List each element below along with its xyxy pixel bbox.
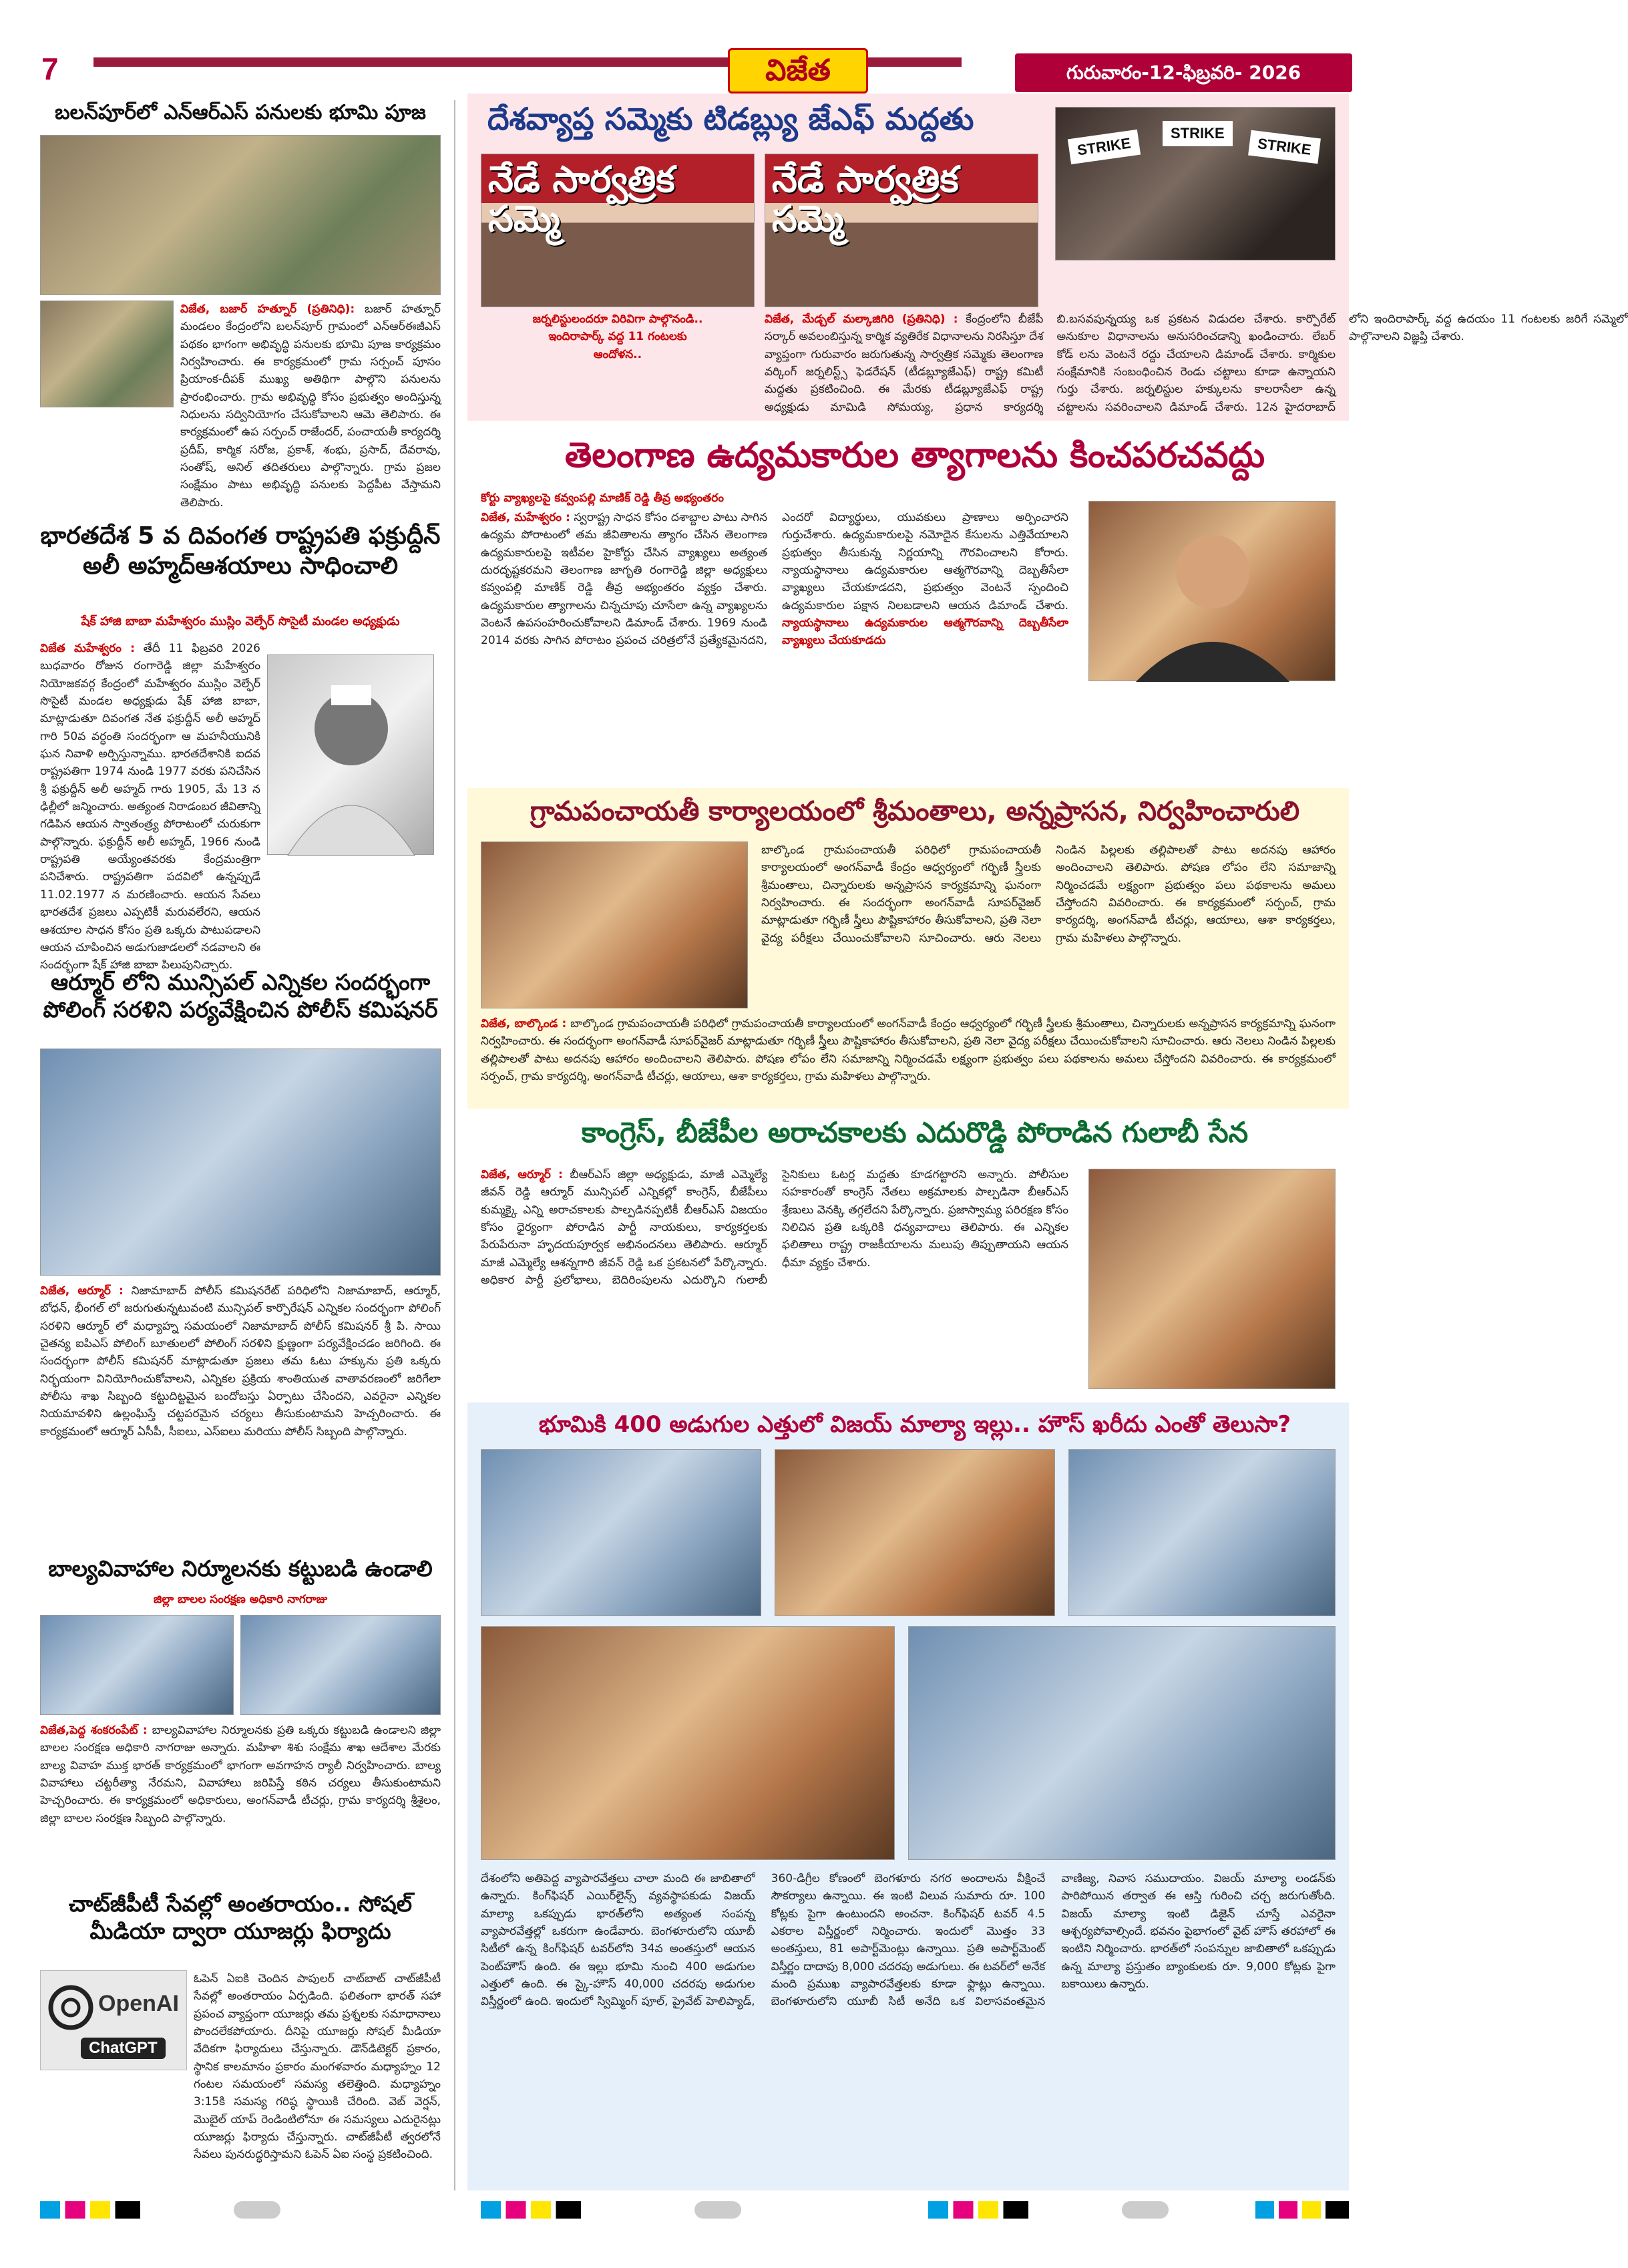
s1-byline: విజేత, బజార్ హత్నూర్ (ప్రతినిధి): (180, 303, 355, 316)
caption-3: ఆందోళన.. (593, 347, 642, 361)
mallya-photo-4 (481, 1626, 895, 1860)
cong-body (481, 1166, 1068, 1390)
registration-pill-2 (694, 2201, 741, 2219)
tel-sub2: న్యాయస్థానాలు ఉద్యమకారుల ఆత్మగౌరవాన్ని దెబ్బతీసేలా వ్యాఖ్యలు చేయకూడదు (782, 616, 1068, 648)
date-banner: గురువారం-12-ఫిబ్రవరి- 2026 (1015, 53, 1352, 92)
s1-photo-small (40, 301, 174, 407)
top-story (467, 93, 1628, 421)
top-body (765, 311, 1628, 417)
tel-body (481, 509, 1068, 776)
registration-bar-3 (928, 2201, 1028, 2219)
mallya-photo-5 (908, 1626, 1336, 1860)
top-byline: విజేత, మేడ్చల్ మల్కాజిగిరి (ప్రతినిధి) : (765, 313, 958, 326)
s5-headline: చాట్‌జీపీటీ సేవల్లో అంతరాయం.. సోషల్ మీడియా ద్వారా యూజర్లు ఫిర్యాదు (68, 1891, 413, 1945)
article-mallya (467, 1402, 1349, 2191)
s1-body-text: బజార్ హత్నూర్ మండలం కేంద్రంలోని బలన్‌పూర్ గ్రామంలో ఎన్ఆర్ఈజీఎస్ పథకం భాగంగా అభివృద్ధి పనులకు భూమి పూజ కార్యక్రమం నిర్వహించారు. ఈ కార్యక్రమంలో గ్రామ సర్పంచ్ పూసం ప్రియాంక-దీపక్ ముఖ్య అతిథిగా పాల్గొని పనులను ప్రారంభించారు. గ్రామ అభివృద్ధి కోసం ప్రభుత్వం అందిస్తున్న నిధులను సద్వినియోగం చేసుకోవాలని ఆమె తెలిపారు. ఈ కార్యక్రమంలో ఉప సర్పంచ్ రాజేందర్, పంచాయతీ కార్యదర్శి ప్రదీప్, కార్మిక సరోజ, ప్రకాశ్, శంభు, ప్రసాద్, దేవరావు, సంతోష్, అనిల్ తదితరులు పాల్గొన్నారు. గ్రామ ప్రజల సంక్షేమం పాటు అభివృద్ధి పనులకు పెద్దపీట వేస్తామని తెలిపారు. (180, 303, 441, 510)
strike-poster-2 (765, 154, 1038, 307)
tel-byline: విజేత, మహేశ్వరం : (481, 511, 570, 524)
article-congress (467, 1115, 1349, 1396)
s3-body (40, 1282, 441, 1549)
left-column (40, 100, 441, 2191)
openai-icon (47, 1984, 94, 2031)
mallya-photo-1 (481, 1449, 761, 1616)
tel-portrait (1088, 501, 1336, 681)
s3-body-text: నిజామాబాద్ పోలీస్ కమిషనరేట్ పరిధిలోని నిజామాబాద్, ఆర్మూర్, బోధన్, భీంగల్ లో జరుగుతున్నటువంటి మున్సిపల్ కార్పొరేషన్ ఎన్నికల సందర్భంగా పోలింగ్ సరళిని ఆర్మూర్ లో మధ్యాహ్న సమయంలో నిజామాబాద్ పోలీస్ కమిషనర్ శ్రీ పి. సాయి చైతన్య ఐపిఎస్ పోలింగ్ బూతులలో పోలింగ్ సరళిని క్షుణ్ణంగా పర్యవేక్షించడం జరిగింది. ఈ సందర్భంగా పోలీస్ కమిషనర్ మాట్లాడుతూ ప్రజలు తమ ఓటు హక్కును ప్రతి ఒక్కరు నిర్భయంగా వినియోగించుకోవాలని, ఎన్నికల ప్రక్రియ శాంతియుత వాతావరణంలో జరిగేలా పోలీసు శాఖ సిబ్బంది కట్టుదిట్టమైన బందోబస్తు ఏర్పాటు చేసిందని, ఎవరైనా ఎన్నికల నియమావళిని ఉల్లంఘిస్తే చట్టపరమైన చర్యలు తీసుకుంటామని హెచ్చరించారు. ఈ కార్యక్రమంలో ఆర్మూర్ ఏసీపీ, సీఐలు, ఎస్ఐలు మరియు పోలీస్ సిబ్బంది పాల్గొన్నారు. (40, 1284, 441, 1439)
openai-logo (40, 1970, 187, 2070)
mallya-photo-2 (775, 1449, 1055, 1616)
registration-pill-3 (1122, 2201, 1169, 2219)
s2-portrait (267, 654, 434, 855)
cong-photo (1088, 1169, 1336, 1389)
caption-1: జర్నలిస్టులందరూ విరివిగా పాల్గొనండి.. (532, 313, 703, 326)
s5-body-text: ఓపెన్ ఏఐకి చెందిన పాపులర్ చాట్‌బాట్ చాట్‌జీపీటీ సేవల్లో అంతరాయం ఏర్పడింది. ఫలితంగా భారత్ సహా ప్రపంచ వ్యాప్తంగా యూజర్లు తమ ప్రశ్నలకు సమాధానాలు పొందలేకపోయారు. దీనిపై యూజర్లు సోషల్ మీడియా వేదికగా ఫిర్యాదులు చేస్తున్నారు. డౌన్‌డిటెక్టర్ ప్రకారం, స్థానిక కాలమానం ప్రకారం మంగళవారం మధ్యాహ్నం 12 గంటల సమయంలో సమస్య తలెత్తింది. మధ్యాహ్నం 3:15కి సమస్య గరిష్ఠ స్థాయికి చేరింది. వెబ్ వెర్షన్, మొబైల్ యాప్ రెండింటిలోనూ ఈ సమస్యలు ఎదురైనట్లు యూజర్లు ఫిర్యాదు చేస్తున్నారు. చాట్‌జీపీటీ త్వరలోనే సేవలు పునరుద్ధరిస్తామని ఓపెన్ ఏఐ సంస్థ ప్రకటించింది. (194, 1972, 441, 2162)
top-headline: దేశవ్యాప్త సమ్మెకు టిడబ్ల్యు జేఎఫ్ మద్దతు (487, 101, 974, 137)
s3-photo (40, 1049, 441, 1276)
portrait-silhouette (268, 655, 435, 856)
portrait-silhouette-2 (1089, 502, 1336, 682)
s3-byline: విజేత, ఆర్మూర్ : (40, 1284, 124, 1298)
s4-headline: బాల్యవివాహాల నిర్మూలనకు కట్టుబడి ఉండాలి (48, 1555, 433, 1581)
gram-byline: విజేత, బాల్కొండ : (481, 1017, 567, 1030)
mallya-photo-3 (1068, 1449, 1336, 1616)
newspaper-logo: విజేత (728, 48, 868, 93)
s4-photo-2 (240, 1615, 441, 1715)
tel-headline: తెలంగాణ ఉద్యమకారుల త్యాగాలను కించపరచవద్దు (564, 435, 1265, 476)
s1-headline: బలన్‌పూర్‌లో ఎన్‌ఆర్‌ఎస్ పనులకు భూమి పూజ (55, 101, 426, 124)
s4-body (40, 1722, 441, 1882)
caption-2: ఇందిరాపార్క్ వద్ద 11 గంటలకు (548, 330, 687, 344)
registration-pill-1 (234, 2201, 280, 2219)
strike-captions (481, 311, 755, 363)
openai-wordmark: OpenAI (98, 1991, 179, 2016)
gram-body (481, 1015, 1336, 1105)
mallya-headline: భూమికి 400 అడుగుల ఎత్తులో విజయ్ మాల్యా ఇల్లు.. హౌస్ ఖరీదు ఎంతో తెలుసా? (538, 1411, 1291, 1438)
strike-poster-2-text: నేడే సార్వత్రిక సమ్మె (772, 158, 959, 240)
cong-body-text: బీఆర్ఎస్ జిల్లా అధ్యక్షుడు, మాజీ ఎమ్మెల్యే జీవన్ రెడ్డి ఆర్మూర్ మున్సిపల్ ఎన్నికల్లో కాంగ్రెస్, బీజేపీలు కుమ్మక్కై ఎన్ని అరాచకాలకు పాల్పడినప్పటికీ బీఆర్ఎస్ విజయం కోసం ధైర్యంగా పోరాడిన పార్టీ నాయకులు, కార్యకర్తలకు పేరుపేరునా హృదయపూర్వక అభినందనలు తెలిపారు. ఆర్మూర్ మాజీ ఎమ్మెల్యే ఆశన్నగారి జీవన్ రెడ్డి ఒక ప్రకటనలో పేర్కొన్నారు. అధికార పార్టీ ప్రలోభాలు, బెదిరింపులను ఎదుర్కొని గులాబీ సైనికులు ఓటర్ల మద్దతు కూడగట్టారని అన్నారు. పోలీసుల సహకారంతో కాంగ్రెస్ నేతలు అక్రమాలకు పాల్పడినా బీఆర్ఎస్ శ్రేణులు వెనక్కి తగ్గలేదని పేర్కొన్నారు. ప్రజాస్వామ్య పరిరక్షణ కోసం నిలిచిన ప్రతి ఒక్కరికి ధన్యవాదాలు తెలిపారు. ఈ ఎన్నికల ఫలితాలు రాష్ట్ర రాజకీయాలను మలుపు తిప్పుతాయని ఆయన ధీమా వ్యక్తం చేశారు. (481, 1168, 1068, 1288)
s2-sub: షేక్ హాజి బాబా మహేశ్వరం ముస్లిం వెల్ఫేర్ సొసైటీ మండల అధ్యక్షుడు (81, 614, 400, 628)
s1-photo (40, 135, 441, 295)
gram-photo (481, 841, 748, 1008)
article-grama (467, 788, 1349, 1109)
strike-poster-1-text: నేడే సార్వత్రిక సమ్మె (488, 158, 675, 240)
gram-headline: గ్రామపంచాయతీ కార్యాలయంలో శ్రీమంతాలు, అన్నప్రాసన, నిర్వహించారులి (530, 796, 1300, 827)
strike-photo (1055, 107, 1336, 260)
strike-sign-3: STRIKE (1248, 130, 1321, 164)
s4-sub: జిల్లా బాలల సంరక్షణ అధికారి నాగరాజు (153, 1593, 328, 1606)
s4-body-text: బాల్యవివాహాల నిర్మూలనకు ప్రతి ఒక్కరు కట్టుబడి ఉండాలని జిల్లా బాలల సంరక్షణ అధికారి నాగరాజు అన్నారు. మహిళా శిశు సంక్షేమ శాఖ ఆదేశాల మేరకు బాల్య వివాహ ముక్త భారత్ కార్యక్రమంలో భాగంగా అవగాహన ర్యాలీ నిర్వహించారు. బాల్య వివాహాలు చట్టరీత్యా నేరమని, వివాహాలు జరిపిస్తే కఠిన చర్యలు తీసుకుంటామని హెచ్చరించారు. ఈ కార్యక్రమంలో అధికారులు, అంగన్‌వాడీ టీచర్లు, గ్రామ కార్యదర్శి శ్రీశైలం, జిల్లా బాలల సంరక్షణ సిబ్బంది పాల్గొన్నారు. (40, 1724, 441, 1825)
strike-poster-1 (481, 154, 755, 307)
top-body-text: కేంద్రంలోని బీజేపీ సర్కార్ అవలంబిస్తున్న కార్మిక వ్యతిరేక విధానాలను నిరసిస్తూ దేశ వ్యాప్తంగా గురువారం జరుగుతున్న సార్వత్రిక సమ్మెకు తెలంగాణ వర్కింగ్ జర్నలిస్ట్స్ ఫెడరేషన్ (టీడబ్ల్యూజేఎఫ్) రాష్ట్ర కమిటీ మద్దతు ప్రకటించింది. ఈ మేరకు టీడబ్ల్యూజేఎఫ్ రాష్ట్ర అధ్యక్షుడు మామిడి సోమయ్య, ప్రధాన కార్యదర్శి బి.బసవపున్నయ్య ఒక ప్రకటన విడుదల చేశారు. కార్పొరేట్ అనుకూల విధానాలను అనుసరించడాన్ని ఖండించారు. లేబర్ కోడ్ లను వెంటనే రద్దు చేయాలని డిమాండ్ చేశారు. కార్మికుల సంక్షేమానికి సంబంధించిన రెండు చట్టాలు కూడా ఉన్నాయని గుర్తు చేశారు. జర్నలిస్టుల హక్కులను కాలరాసేలా ఉన్న చట్టాలను సవరించాలని డిమాండ్ చేశారు. 12న హైదరాబాద్ లోని ఇందిరాపార్క్ వద్ద ఉదయం 11 గంటలకు జరిగే సమ్మెలో పాల్గొనాలని విజ్ఞప్తి చేశారు. (765, 313, 1628, 414)
article-telangana (467, 434, 1349, 781)
s3-headline: ఆర్మూర్ లోని మున్సిపల్ ఎన్నికల సందర్భంగా పోలింగ్ సరళిని పర్యవేక్షించిన పోలీస్ కమిషనర్ (43, 969, 438, 1023)
tel-sub: కోర్టు వ్యాఖ్యలపై కవ్వంపల్లి మాణిక్ రెడ్డి తీవ్ర అభ్యంతరం (481, 492, 724, 505)
registration-bar-1 (40, 2201, 140, 2219)
tel-body-text: స్వరాష్ట్ర సాధన కోసం దశాబ్దాల పాటు సాగిన ఉద్యమ పోరాటంలో తమ జీవితాలను త్యాగం చేసిన తెలంగాణ ఉద్యమకారులపై ఇటీవల హైకోర్టు చేసిన వ్యాఖ్యలు అత్యంత దురదృష్టకరమని తెలంగాణ జాగృతి రంగారెడ్డి జిల్లా అధ్యక్షులు కవ్వంపల్లి మాణిక్ రెడ్డి తీవ్ర అభ్యంతరం వ్యక్తం చేశారు. ఉద్యమకారుల త్యాగాలను చిన్నచూపు చూసేలా ఉన్న వ్యాఖ్యలను వెంటనే ఉపసంహరించుకోవాలని డిమాండ్ చేశారు. 1969 నుండి 2014 వరకు సాగిన పోరాటం ప్రపంచ చరిత్రలోనే ప్రత్యేకమైనదని, ఎందరో విద్యార్థులు, యువకులు ప్రాణాలు అర్పించారని గుర్తుచేశారు. ఉద్యమకారులపై నమోదైన కేసులను ఎత్తివేయాలని ప్రభుత్వం తీసుకున్న నిర్ణయాన్ని గౌరవించాలని కోరారు. న్యాయస్థానాలు ఉద్యమకారుల ఆత్మగౌరవాన్ని దెబ్బతీసేలా వ్యాఖ్యలు చేయకూడదని, ప్రభుత్వం వెంటనే స్పందించి ఉద్యమకారుల పక్షాన నిలబడాలని ఆయన డిమాండ్ చేశారు. (481, 511, 1068, 648)
registration-bar-2 (481, 2201, 581, 2219)
gram-body-text-2: బాల్కొండ గ్రామపంచాయతీ పరిధిలో గ్రామపంచాయతీ కార్యాలయంలో అంగన్‌వాడీ కేంద్రం ఆధ్వర్యంలో గర్భిణీ స్త్రీలకు శ్రీమంతాలు, చిన్నారులకు అన్నప్రాసన కార్యక్రమాన్ని ఘనంగా నిర్వహించారు. ఈ సందర్భంగా అంగన్‌వాడీ సూపర్‌వైజర్ మాట్లాడుతూ గర్భిణీ స్త్రీలు పౌష్టికాహారం తీసుకోవాలని, ప్రతి నెలా వైద్య పరీక్షలు చేయించుకోవాలని సూచించారు. ఆరు నెలలు నిండిన పిల్లలకు తల్లిపాలతో పాటు అదనపు ఆహారం అందించాలని తెలిపారు. పోషణ లోపం లేని సమాజాన్ని నిర్మించడమే లక్ష్యంగా ప్రభుత్వం పలు పథకాలను అమలు చేస్తోందని వివరించారు. ఈ కార్యక్రమంలో సర్పంచ్, గ్రామ కార్యదర్శి, అంగన్‌వాడీ టీచర్లు, ఆయాలు, ఆశా కార్యకర్తలు, గ్రామ మహిళలు పాల్గొన్నారు. (761, 843, 1336, 945)
gram-body-cols (761, 841, 1336, 1008)
chatgpt-badge: ChatGPT (81, 2038, 166, 2059)
gram-body-text: బాల్కొండ గ్రామపంచాయతీ పరిధిలో గ్రామపంచాయతీ కార్యాలయంలో అంగన్‌వాడీ కేంద్రం ఆధ్వర్యంలో గర్భిణీ స్త్రీలకు శ్రీమంతాలు, చిన్నారులకు అన్నప్రాసన కార్యక్రమాన్ని ఘనంగా నిర్వహించారు. ఈ సందర్భంగా అంగన్‌వాడీ సూపర్‌వైజర్ మాట్లాడుతూ గర్భిణీ స్త్రీలు పౌష్టికాహారం తీసుకోవాలని, ప్రతి నెలా వైద్య పరీక్షలు చేయించుకోవాలని సూచించారు. ఆరు నెలలు నిండిన పిల్లలకు తల్లిపాలతో పాటు అదనపు ఆహారం అందించాలని తెలిపారు. పోషణ లోపం లేని సమాజాన్ని నిర్మించడమే లక్ష్యంగా ప్రభుత్వం పలు పథకాలను అమలు చేస్తోందని వివరించారు. ఈ కార్యక్రమంలో సర్పంచ్, గ్రామ కార్యదర్శి, అంగన్‌వాడీ టీచర్లు, ఆయాలు, ఆశా కార్యకర్తలు, గ్రామ మహిళలు పాల్గొన్నారు. (481, 1017, 1336, 1084)
s2-body-text: తేదీ 11 ఫిబ్రవరి 2026 బుధవారం రోజున రంగారెడ్డి జిల్లా మహేశ్వరం నియోజకవర్గ కేంద్రంలో మహేశ్వరం ముస్లిం వెల్ఫేర్ సొసైటీ మండల అధ్యక్షుడు షేక్ హాజి బాబా, మాట్లాడుతూ దివంగత నేత ఫక్రుద్దీన్ అలీ అహ్మద్ గారి 50వ వర్ధంతి సందర్భంగా ఆ మహనీయునికి ఘన నివాళి అర్పిస్తున్నాము. భారతదేశానికి ఐదవ రాష్ట్రపతిగా 1974 నుండి 1977 వరకు పనిచేసిన శ్రీ ఫక్రుద్దీన్ అలీ అహ్మద్ గారు 1905, మే 13 న ఢిల్లీలో జన్మించారు. అత్యంత నిరాడంబర జీవితాన్ని గడిపిన ఆయన స్వాతంత్ర్య పోరాటంలో చురుకుగా పాల్గొన్నారు. ఫక్రుద్దీన్ అలీ అహ్మద్, 1966 నుండి రాష్ట్రపతి అయ్యేంతవరకు కేంద్రమంత్రిగా పనిచేశారు. రాష్ట్రపతిగా పదవిలో ఉన్నప్పుడే 11.02.1977 న మరణించారు. ఆయన సేవలు భారతదేశ ప్రజలు ఎప్పటికీ మరువలేరని, ఆయన ఆశయాల సాధన కోసం ప్రతి ఒక్కరు పాటుపడాలని ఆయన చూపించిన అడుగుజాడలలో నడవాలని ఈ సందర్భంగా షేక్ హాజి బాబా పిలుపునిచ్చారు. (40, 642, 260, 972)
cong-headline: కాంగ్రెస్, బీజేపీల అరాచకాలకు ఎదురొడ్డి పోరాడిన గులాబీ సేన (581, 1116, 1249, 1149)
mallya-body (481, 1870, 1336, 2184)
strike-sign-1: STRIKE (1068, 130, 1141, 164)
registration-bar-4 (1255, 2201, 1349, 2219)
mallya-body-text: దేశంలోని అతిపెద్ద వ్యాపారవేత్తలు చాలా మంది ఈ జాబితాలో ఉన్నారు. కింగ్‌ఫిషర్ ఎయిర్‌లైన్స్ వ్యవస్థాపకుడు విజయ్ మాల్యా ఒకప్పుడు భారత్‌లోని అత్యంత సంపన్న వ్యాపారవేత్తల్లో ఒకరుగా ఉండేవారు. బెంగళూరులోని యూబీ సిటీలో ఉన్న కింగ్‌ఫిషర్ టవర్‌లోని 34వ అంతస్తులో ఆయన పెంట్‌హౌస్ ఉంది. ఈ ఇల్లు భూమి నుంచి 400 అడుగుల ఎత్తులో ఉంది. ఈ స్కై-హౌస్ 40,000 చదరపు అడుగుల విస్తీర్ణంలో ఉంది. ఇందులో స్విమ్మింగ్ పూల్, ప్రైవేట్ హెలిప్యాడ్, 360-డిగ్రీల కోణంలో బెంగళూరు నగర అందాలను వీక్షించే సౌకర్యాలు ఉన్నాయి. ఈ ఇంటి విలువ సుమారు రూ. 100 కోట్లకు పైగా ఉంటుందని అంచనా. కింగ్‌ఫిషర్ టవర్ 4.5 ఎకరాల విస్తీర్ణంలో నిర్మించారు. ఇందులో మొత్తం 33 అంతస్తులు, 81 అపార్ట్‌మెంట్లు ఉన్నాయి. ప్రతి అపార్ట్‌మెంట్ విస్తీర్ణం దాదాపు 8,000 చదరపు అడుగులు. ఈ టవర్‌లో అనేక మంది ప్రముఖ వ్యాపారవేత్తలకు కూడా ఫ్లాట్లు ఉన్నాయి. బెంగళూరులోని యూబీ సిటీ అనేది ఒక విలాసవంతమైన వాణిజ్య, నివాస సముదాయం. విజయ్ మాల్యా లండన్‌కు పారిపోయిన తర్వాత ఈ ఆస్తి గురించి చర్చ జరుగుతోంది. విజయ్ మాల్యా ఇంటి డిజైన్ చూస్తే ఎవరైనా ఆశ్చర్యపోవాల్సిందే. భవనం పైభాగంలో వైట్ హౌస్ తరహాలో ఈ ఇంటిని నిర్మించారు. భారత్‌లో సంపన్నుల జాబితాలో ఒకప్పుడు ఉన్న మాల్యా ప్రస్తుతం బ్యాంకులకు రూ. 9,000 కోట్లకు పైగా బకాయిలు ఉన్నారు. (481, 1872, 1336, 2009)
s2-headline: భారతదేశ 5 వ దివంగత రాష్ట్రపతి ఫక్రుద్దీన్ అలీ అహ్మద్‌ఆశయాలు సాధించాలి (40, 522, 441, 580)
s4-byline: విజేత,పెద్ద శంకరంపేట్ : (40, 1724, 148, 1737)
s4-photo-1 (40, 1615, 234, 1715)
s2-body (40, 640, 260, 972)
s5-body (194, 1970, 441, 2191)
cong-byline: విజేత, ఆర్మూర్ : (481, 1168, 563, 1181)
column-divider (454, 100, 455, 2191)
strike-sign-2: STRIKE (1163, 121, 1233, 146)
s2-byline: విజేత మహేశ్వరం : (40, 642, 135, 655)
page-number: 7 (41, 51, 59, 86)
